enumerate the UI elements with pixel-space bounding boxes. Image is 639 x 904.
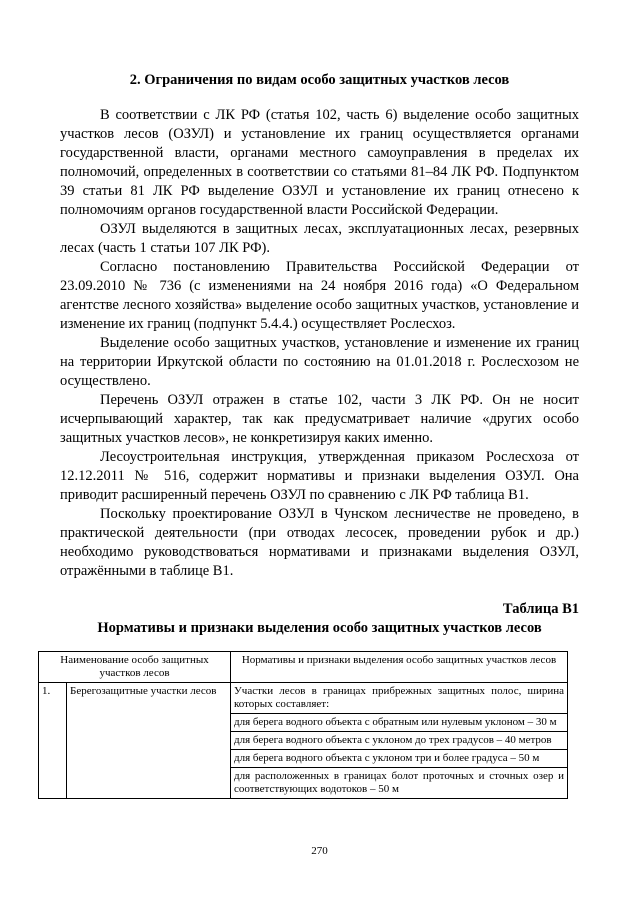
norm-item: Участки лесов в границах прибрежных защитных полос, ширина которых составляет:	[231, 683, 568, 714]
page-number: 270	[311, 845, 328, 857]
norms-table	[38, 651, 568, 799]
table-row	[39, 683, 568, 714]
row-number: 1.	[39, 683, 67, 799]
table-header-norms: Нормативы и признаки выделения особо защитных участков лесов	[231, 652, 568, 683]
paragraph: Перечень ОЗУЛ отражен в статье 102, части 3 ЛК РФ. Он не носит исчерпывающий характер, так как предусматривает наличие «других особо защитных участков лесов», не конкретизируя каких именно.	[60, 392, 579, 446]
table-label: Таблица В1	[502, 601, 579, 617]
table-header-name: Наименование особо защитных участков лесов	[39, 652, 231, 683]
paragraph: Поскольку проектирование ОЗУЛ в Чунском лесничестве не проведено, в практической деятельности (при отводах лесосек, проведении рубок и др.) необходимо руководствоваться нормативами и признаками выделения ОЗУЛ, отражёнными в таблице В1.	[60, 506, 579, 579]
table-title: Нормативы и признаки выделения особо защитных участков лесов	[97, 620, 542, 636]
norm-item: для берега водного объекта с уклоном до трех градусов – 40 метров	[231, 732, 568, 750]
norm-item: для берега водного объекта с уклоном три и более градуса – 50 м	[231, 750, 568, 768]
body-text	[60, 106, 579, 581]
paragraph: Выделение особо защитных участков, установление и изменение их границ на территории Иркутской области по состоянию на 01.01.2018 г. Рослесхозом не осуществлено.	[60, 335, 579, 389]
section-heading: 2. Ограничения по видам особо защитных участков лесов	[129, 72, 510, 88]
row-name: Берегозащитные участки лесов	[67, 683, 231, 799]
paragraph: Лесоустроительная инструкция, утвержденная приказом Рослесхоза от 12.12.2011 № 516, содержит нормативы и признаки выделения ОЗУЛ. Она приводит расширенный перечень ОЗУЛ по сравнению с ЛК РФ таблица В1.	[60, 449, 579, 503]
paragraph: Согласно постановлению Правительства Российской Федерации от 23.09.2010 № 736 (с изменениями на 24 ноября 2016 года) «О Федеральном агентстве лесного хозяйства» выделение особо защитных участков, установление и изменение их границ (подпункт 5.4.4.) осуществляет Рослесхоз.	[60, 259, 579, 332]
norm-item: для берега водного объекта с обратным или нулевым уклоном – 30 м	[231, 714, 568, 732]
norm-item: для расположенных в границах болот проточных и сточных озер и соответствующих водотоков – 50 м	[231, 768, 568, 799]
paragraph: В соответствии с ЛК РФ (статья 102, часть 6) выделение особо защитных участков лесов (ОЗУЛ) и установление их границ осуществляется органами государственной власти, органами местного самоуправления в пределах их полномочий, определенных в соответствии со статьями 81–84 ЛК РФ. Подпунктом 39 статьи 81 ЛК РФ выделение ОЗУЛ и установление их границ отнесено к полномочиям органов государственной власти Российской Федерации.	[60, 107, 579, 218]
table-header-row	[39, 652, 568, 683]
paragraph: ОЗУЛ выделяются в защитных лесах, эксплуатационных лесах, резервных лесах (часть 1 статьи 107 ЛК РФ).	[60, 221, 579, 256]
